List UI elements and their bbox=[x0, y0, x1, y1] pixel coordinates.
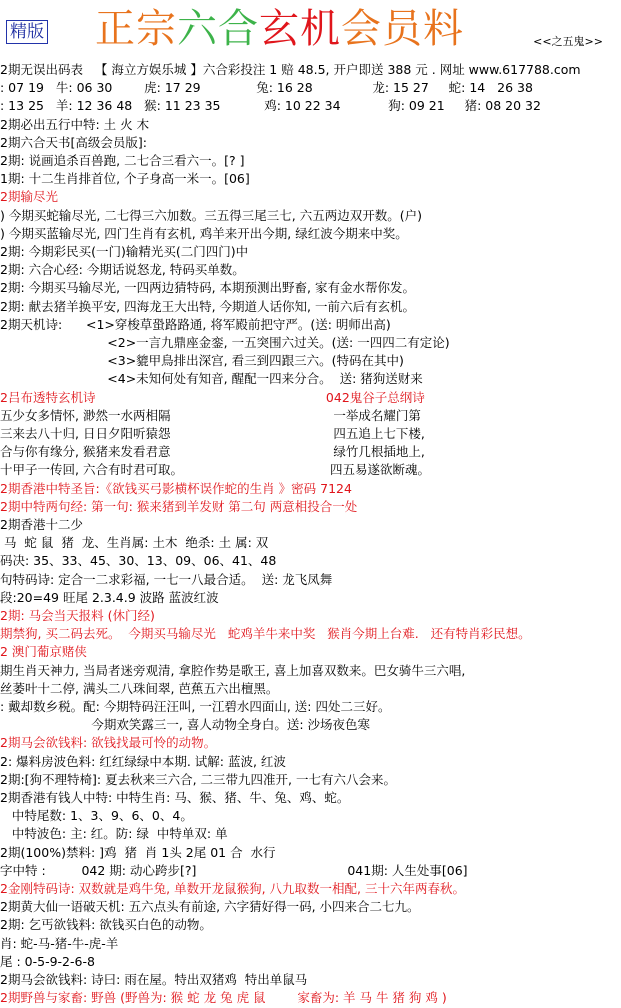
text-line: 中特波色: 主: 红。防: 绿 中特单双: 单 bbox=[0, 826, 228, 842]
text-line: 1期: 十二生肖排首位, 个子身高一米一。[06] bbox=[0, 171, 250, 187]
text-line: 2期:[狗不理特椅]: 夏去秋来三六合, 二三带九四准开, 一七有六八会来。 bbox=[0, 771, 396, 787]
text-line: 五少女多情怀, 渺然一水两相隔 一举成名耀门第 bbox=[0, 407, 421, 423]
text-line: <2>一言九鼎座金銮, 一五突围六过关。(送: 一四四二有定论) bbox=[0, 335, 450, 350]
text-line: 2期: 今期买马输尽光, 一四两边猜特码, 本期预测出野畜, 家有金水帮你发。 bbox=[0, 280, 415, 296]
text-line: 马 蛇 鼠 猪 龙、生肖属: 土木 绝杀: 土 属: 双 bbox=[0, 535, 269, 551]
badge: 精版 bbox=[6, 20, 48, 44]
text-line: <4>未知何处有知音, 醒配一四来分合。 送: 猪狗送财来 bbox=[0, 371, 423, 387]
text-line: 2期香港有钱人中特: 中特生肖: 马、猴、猪、牛、兔、鸡、蛇。 bbox=[0, 790, 350, 805]
text-line: 十甲子一传回, 六合有时君可取。 四五易遂欲断魂。 bbox=[0, 462, 430, 478]
text-line: 合与你有缘分, 猴猪来发看君意 绿竹几根插地上, bbox=[0, 444, 425, 460]
header bbox=[0, 0, 621, 58]
title-part: 玄机 bbox=[259, 6, 341, 52]
text-line: 2期六合天书[高级会员版]: bbox=[0, 134, 147, 150]
text-line: 2: 爆料房波色料: 红红绿绿中本期. 试解: 蓝波, 红波 bbox=[0, 753, 286, 769]
subtitle: <<之五鬼>> bbox=[533, 35, 603, 48]
text-line: 期生肖天神力, 当局者迷旁观清, 拿腔作势是歌王, 喜上加喜双数来。巴女骑牛三六唱, bbox=[0, 662, 466, 678]
text-line: 2期黄大仙一语破天机: 五六点头有前途, 六字猜好得一码, 小四来合二七九。 bbox=[0, 899, 420, 915]
text-line: 句特码诗: 定合一二求彩福, 一七一八最合适。 送: 龙飞凤舞 bbox=[0, 571, 333, 587]
text-line: 2期野兽与家畜: 野兽 (野兽为: 猴 蛇 龙 兔 虎 鼠 家畜为: 羊 马 牛 猪 狗 鸡 ) bbox=[0, 990, 447, 1006]
title-part: 六合 bbox=[177, 6, 259, 52]
text-line: ) 今期买蛇输尽光, 二七得三六加数。三五得三尾三七, 六五两边双开数。(户) bbox=[0, 207, 422, 223]
text-line: 2期(100%)禁料: ]鸡 猪 肖 1头 2尾 01 合 水行 bbox=[0, 844, 276, 860]
text-line: 2期天机诗: <1>穿梭草蛩路路通, 将军殿前把守严。(送: 明师出高) bbox=[0, 316, 391, 332]
page-title bbox=[95, 6, 464, 52]
title-part: 正宗 bbox=[95, 6, 177, 52]
text-line: 2期: 今期彩民买(一门)输精光买(二门四门)中 bbox=[0, 244, 249, 259]
text-line: 码决: 35、33、45、30、13、09、06、41、48 bbox=[0, 553, 277, 569]
text-line: 三来去八十归, 日日夕阳听猿怨 四五追上七下楼, bbox=[0, 426, 425, 441]
text-line: 2期无误出码表 【 海立方娱乐城 】六合彩投注 1 赔 48.5, 开户即送 388 元 . 网址 www.617788.com bbox=[0, 62, 581, 77]
text-line: ) 今期买蓝输尽光, 四门生肖有玄机, 鸡羊来开出今期, 绿红波今期来中奖。 bbox=[0, 225, 408, 241]
text-line: 2期必出五行中特: 土 火 木 bbox=[0, 116, 150, 132]
text-line: 2期马会欲钱料: 欲钱找最可怜的动物。 bbox=[0, 735, 217, 751]
text-line: <3>貔甲鳥排出深宫, 看三到四跟三六。(特码在其中) bbox=[0, 353, 404, 369]
text-line: 2吕布透特玄机诗 042鬼谷子总纲诗 bbox=[0, 389, 425, 405]
text-line: 2 澳门葡京赌侠 bbox=[0, 644, 87, 660]
title-part: 会员料 bbox=[341, 6, 464, 52]
text-line: 2期香港中特圣旨:《欲钱买弓影横杯误作蛇的生肖 》密码 7124 bbox=[0, 480, 352, 496]
text-line: : 戴却数乡税。配: 今期特码汪汪叫, 一江碧水四面山, 送: 四处二三好。 bbox=[0, 699, 391, 714]
text-line: 丝萎叶十二停, 满头二八珠间翠, 芭蕉五六出檀黑。 bbox=[0, 680, 279, 696]
text-line: 2期马会欲钱料: 诗曰: 雨在屋。特出双猪鸡 特出单鼠马 bbox=[0, 972, 308, 987]
text-line: 肖: 蛇-马-猪-牛-虎-羊 bbox=[0, 935, 119, 951]
text-line: : 07 19 牛: 06 30 虎: 17 29 兔: 16 28 龙: 15 27 蛇: 14 26 38 bbox=[0, 80, 533, 96]
text-line: 2金刚特码诗: 双数就是鸡牛兔, 单数开龙鼠猴狗, 八九取数一相配, 三十六年两春秋。 bbox=[0, 881, 465, 896]
text-line: : 13 25 羊: 12 36 48 猴: 11 23 35 鸡: 10 22 34 狗: 09 21 猪: 08 20 32 bbox=[0, 98, 541, 114]
text-line: 2期: 六合心经: 今期话说怒龙, 特码买单数。 bbox=[0, 262, 245, 278]
text-line: 期禁狗, 买二码去死。 今期买马输尽光 蛇鸡羊牛来中奖 猴肖今期上台难. 还有特肖彩民想。 bbox=[0, 626, 531, 642]
text-line: 2期: 献去猪羊换平安, 四海龙王大出特, 今期道人话你知, 一前六后有玄机。 bbox=[0, 298, 415, 314]
text-line: 2期: 说画追杀百兽跑, 二七合三看六一。[? ] bbox=[0, 153, 245, 168]
text-line: 中特尾数: 1、3、9、6、0、4。 bbox=[0, 808, 193, 824]
text-line: 尾 : 0-5-9-2-6-8 bbox=[0, 953, 95, 969]
text-line: 2期: 马会当天报料 (休门经) bbox=[0, 608, 155, 623]
text-line: 2期输尽光 bbox=[0, 189, 58, 205]
text-line: 2期: 乞丐欲钱料: 欲钱买白色的动物。 bbox=[0, 917, 212, 933]
text-line: 2期香港十二少 bbox=[0, 517, 83, 532]
text-line: 2期中特两句经: 第一句: 猴来猪到羊发财 第二句 两意相投合一处 bbox=[0, 498, 358, 514]
text-line: 今期欢笑露三一, 喜人动物全身白。送: 沙场夜色寒 bbox=[0, 717, 371, 733]
text-line: 段:20=49 旺尾 2.3.4.9 波路 蓝波红波 bbox=[0, 589, 219, 605]
text-line: 字中特 : 042 期: 动心跨步[?] 041期: 人生处事[06] bbox=[0, 862, 468, 878]
